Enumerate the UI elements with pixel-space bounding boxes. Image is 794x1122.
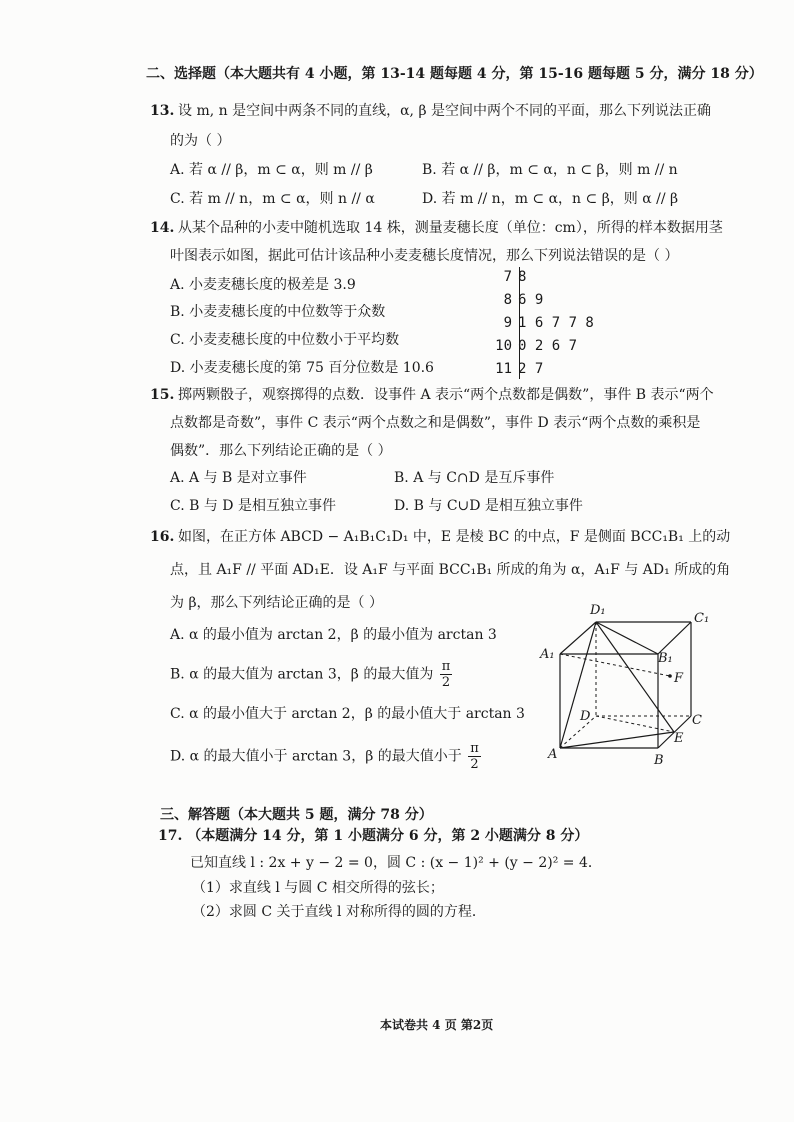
leaves: 0 2 6 7	[518, 338, 578, 354]
option-d	[170, 741, 483, 772]
question-stem-line-1: 从某个品种的小麦中随机选取 14 株，测量麦穗长度（单位：cm），所得的样本数据用茎	[178, 220, 723, 236]
label-b1: B₁	[658, 651, 673, 666]
option-b: B. 小麦麦穗长度的中位数等于众数	[170, 304, 386, 320]
option-b-text: B. α 的最大值为 arctan 3，β 的最大值为	[170, 666, 434, 683]
point-f	[668, 674, 672, 678]
option-b	[170, 659, 454, 690]
edge-a1-d1	[560, 622, 596, 654]
label-b: B	[654, 753, 664, 768]
leaves: 1 6 7 7 8	[518, 315, 594, 331]
question-given: 已知直线 l : 2x + y − 2 = 0，圆 C : (x − 1)² + (y − 2)² = 4．	[190, 855, 602, 871]
stem-leaf-row	[490, 313, 594, 333]
question-stem-line-2: 点，且 A₁F // 平面 AD₁E．设 A₁F 与平面 BCC₁B₁ 所成的角为 α，A₁F 与 AD₁ 所成的角	[170, 562, 731, 578]
option-d-text: D. α 的最大值小于 arctan 3，β 的最大值小于	[170, 748, 462, 765]
stem: 9	[503, 315, 512, 331]
question-stem-line-2: 叶图表示如图，据此可估计该品种小麦麦穗长度情况，那么下列说法错误的是（ ）	[170, 248, 679, 264]
question-stem-line-1: 掷两颗骰子，观察掷得的点数．设事件 A 表示“两个点数都是偶数”，事件 B 表示“两个	[178, 387, 714, 403]
label-d: D	[580, 709, 591, 724]
fraction-pi-over-2	[468, 741, 481, 772]
fraction-numerator: π	[441, 659, 451, 674]
question-stem-line-2: 的为（ ）	[170, 133, 231, 149]
question-stem-line-1: 设 m, n 是空间中两条不同的直线，α, β 是空间中两个不同的平面，那么下列说法正确	[178, 103, 711, 119]
option-a: A. A 与 B 是对立事件	[170, 470, 307, 486]
question-part-2: （2）求圆 C 关于直线 l 对称所得的圆的方程．	[192, 904, 486, 920]
option-d: D. 若 m // n，m ⊂ α，n ⊂ β，则 α // β	[422, 191, 679, 207]
segment-a-d1	[560, 622, 596, 748]
leaves: 6 9	[518, 292, 544, 308]
stem-leaf-row	[490, 290, 543, 310]
question-number: 14.	[150, 220, 175, 236]
stem: 8	[503, 292, 512, 308]
question-number: 15.	[150, 387, 175, 403]
label-d1: D₁	[590, 603, 606, 618]
question-part-1: （1）求直线 l 与圆 C 相交所得的弦长；	[192, 880, 444, 896]
question-stem-line-1: 如图，在正方体 ABCD − A₁B₁C₁D₁ 中，E 是棱 BC 的中点，F 是侧面 BCC₁B₁ 上的动	[178, 529, 731, 545]
fraction-denominator: 2	[470, 757, 479, 772]
option-a: A. 若 α // β，m ⊂ α，则 m // β	[170, 162, 373, 178]
page-footer: 本试卷共 4 页 第2页	[380, 1018, 494, 1032]
option-c: C. α 的最小值大于 arctan 2，β 的最小值大于 arctan 3	[170, 706, 525, 722]
fraction-denominator: 2	[441, 675, 451, 690]
label-c1: C₁	[694, 611, 710, 626]
section-2-title: 二、选择题（本大题共有 4 小题，第 13-14 题每题 4 分，第 15-16 题每题 5 分，满分 18 分）	[146, 66, 763, 82]
question-header: 17. （本题满分 14 分，第 1 小题满分 6 分，第 2 小题满分 8 分）	[158, 828, 589, 844]
label-f: F	[674, 671, 684, 686]
option-d: D. 小麦麦穗长度的第 75 百分位数是 10.6	[170, 360, 434, 376]
stem-leaf-row	[490, 359, 543, 379]
label-c: C	[692, 713, 702, 728]
option-c: C. 若 m // n，m ⊂ α，则 n // α	[170, 191, 375, 207]
option-c: C. 小麦麦穗长度的中位数小于平均数	[170, 332, 400, 348]
question-number: 16.	[150, 529, 175, 545]
stem: 7	[503, 269, 512, 285]
option-a: A. α 的最小值为 arctan 2，β 的最小值为 arctan 3	[170, 627, 497, 643]
hidden-segment-d-e	[596, 716, 674, 732]
option-d: D. B 与 C∪D 是相互独立事件	[394, 498, 583, 514]
option-a: A. 小麦麦穗长度的极差是 3.9	[170, 277, 356, 293]
option-b: B. A 与 C∩D 是互斥事件	[394, 470, 555, 486]
section-3-title: 三、解答题（本大题共 5 题，满分 78 分）	[160, 807, 433, 823]
label-a: A	[548, 747, 558, 762]
leaves: 8	[518, 269, 527, 285]
stem-leaf-row	[490, 336, 577, 356]
question-stem-line-3: 偶数”．那么下列结论正确的是（ ）	[170, 443, 392, 459]
question-number: 13.	[150, 103, 175, 119]
stem-leaf-row	[490, 267, 526, 287]
question-stem-line-2: 点数都是奇数”，事件 C 表示“两个点数之和是偶数”，事件 D 表示“两个点数的乘积是	[170, 415, 701, 431]
leaves: 2 7	[518, 361, 544, 377]
fraction-numerator: π	[470, 741, 479, 756]
cube-figure	[536, 598, 718, 770]
label-a1: A₁	[540, 647, 555, 662]
edge-c1-b1	[658, 622, 691, 654]
stem: 10	[495, 338, 512, 354]
fraction-pi-over-2	[440, 659, 453, 690]
option-c: C. B 与 D 是相互独立事件	[170, 498, 336, 514]
segment-d1-b1	[596, 622, 658, 654]
question-stem-line-3: 为 β，那么下列结论正确的是（ ）	[170, 595, 383, 611]
label-e: E	[674, 731, 684, 746]
segment-a-e	[560, 732, 674, 748]
stem: 11	[495, 361, 512, 377]
option-b: B. 若 α // β，m ⊂ α，n ⊂ β，则 m // n	[422, 162, 678, 178]
segment-a1-f	[560, 654, 670, 676]
